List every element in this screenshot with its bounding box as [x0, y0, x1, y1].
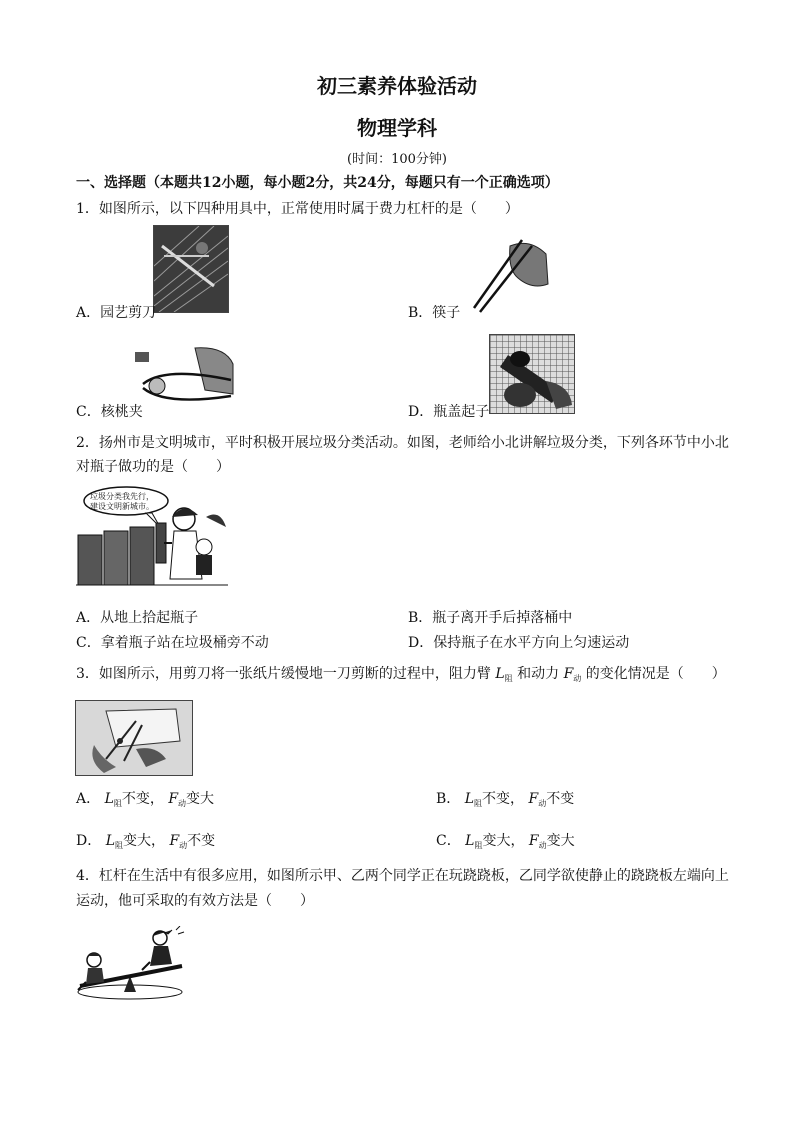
q1-stem: 1．如图所示，以下四种用具中，正常使用时属于费力杠杆的是（ ） — [76, 201, 519, 217]
q1-option-c[interactable]: C．核桃夹 — [76, 404, 143, 420]
q3-option-a[interactable] — [76, 788, 214, 809]
q3-symbol-l-resist: $L_阻$ — [495, 666, 513, 683]
garden-shears-photo — [153, 225, 229, 313]
scissors-cutting-photo — [75, 700, 193, 776]
q2-stem-line1: 2．扬州市是文明城市，平时积极开展垃圾分类活动。如图，老师给小北讲解垃圾分类，下列各环节中小北 — [76, 435, 729, 451]
q3-option-d-prefix: D． — [76, 833, 102, 849]
q4-stem-line2: 运动，他可采取的有效方法是（ ） — [76, 893, 314, 909]
q4-stem-line1: 4．杠杆在生活中有很多应用，如图所示甲、乙两个同学正在玩跷跷板，乙同学欲使静止的跷跷板左端向上 — [76, 868, 729, 884]
q3-option-c-l-state: 变大， — [482, 833, 525, 849]
q3-option-d-f-state: 不变 — [187, 833, 216, 849]
q3-option-b-l-state: 不变， — [482, 791, 525, 807]
q2-option-c[interactable]: C．拿着瓶子站在垃圾桶旁不动 — [76, 635, 269, 651]
speech-bubble-line2: 建设文明新城市。 — [90, 502, 154, 511]
q3-option-b-f-symbol: $F_动$ — [528, 791, 547, 808]
q1-option-b[interactable]: B．筷子 — [408, 305, 461, 321]
q2-option-b[interactable]: B．瓶子离开手后掉落桶中 — [408, 610, 573, 626]
q3-stem — [76, 663, 726, 684]
q2-option-d[interactable]: D．保持瓶子在水平方向上匀速运动 — [408, 635, 630, 651]
q3-option-d-f-symbol: $F_动$ — [169, 833, 188, 850]
q3-option-a-f-symbol: $F_动$ — [168, 791, 187, 808]
subject-title: 物理学科 — [357, 116, 437, 140]
q3-option-c-f-symbol: $F_动$ — [528, 833, 547, 850]
q3-option-b-l-symbol: $L_阻$ — [464, 791, 483, 808]
q3-option-b[interactable] — [436, 788, 574, 809]
q3-option-c-l-symbol: $L_阻$ — [465, 833, 483, 850]
q3-option-d-l-state: 变大， — [122, 833, 165, 849]
q3-option-a-prefix: A． — [76, 791, 101, 807]
q3-stem-part1: 3．如图所示，用剪刀将一张纸片缓慢地一刀剪断的过程中，阻力臂 — [76, 666, 491, 682]
seesaw-drawing — [74, 926, 186, 1002]
speech-bubble — [90, 492, 154, 512]
q3-option-c-f-state: 变大 — [546, 833, 575, 849]
q3-option-b-f-state: 不变 — [546, 791, 575, 807]
bottle-opener-photo — [489, 334, 575, 414]
speech-bubble-line1: 垃圾分类我先行， — [90, 492, 154, 501]
q3-option-d-l-symbol: $L_阻$ — [105, 833, 123, 850]
q3-option-a-l-state: 不变， — [121, 791, 164, 807]
q3-stem-part3: 的变化情况是（ ） — [585, 666, 726, 682]
q3-symbol-f-drive: $F_动$ — [563, 666, 582, 683]
q3-option-d[interactable] — [76, 830, 215, 851]
recycling-scene-drawing — [76, 483, 228, 589]
q3-stem-part2: 和动力 — [517, 666, 560, 682]
q3-option-c[interactable] — [436, 830, 575, 851]
section-heading: 一、选择题（本题共12小题，每小题2分，共24分，每题只有一个正确选项） — [76, 175, 559, 191]
q1-option-a[interactable]: A．园艺剪刀 — [76, 305, 157, 321]
exam-title: 初三素养体验活动 — [317, 74, 477, 98]
q3-option-a-f-state: 变大 — [186, 791, 215, 807]
exam-time: (时间：100分钟) — [347, 152, 447, 167]
q2-stem-line2: 对瓶子做功的是（ ） — [76, 459, 230, 475]
nutcracker-drawing — [135, 344, 235, 408]
chopsticks-drawing — [470, 232, 550, 314]
q2-option-a[interactable]: A．从地上拾起瓶子 — [76, 610, 199, 626]
q3-option-b-prefix: B． — [436, 791, 461, 807]
q1-option-d[interactable]: D．瓶盖起子 — [408, 404, 490, 420]
q3-option-c-prefix: C． — [436, 833, 461, 849]
q3-option-a-l-symbol: $L_阻$ — [104, 791, 122, 808]
